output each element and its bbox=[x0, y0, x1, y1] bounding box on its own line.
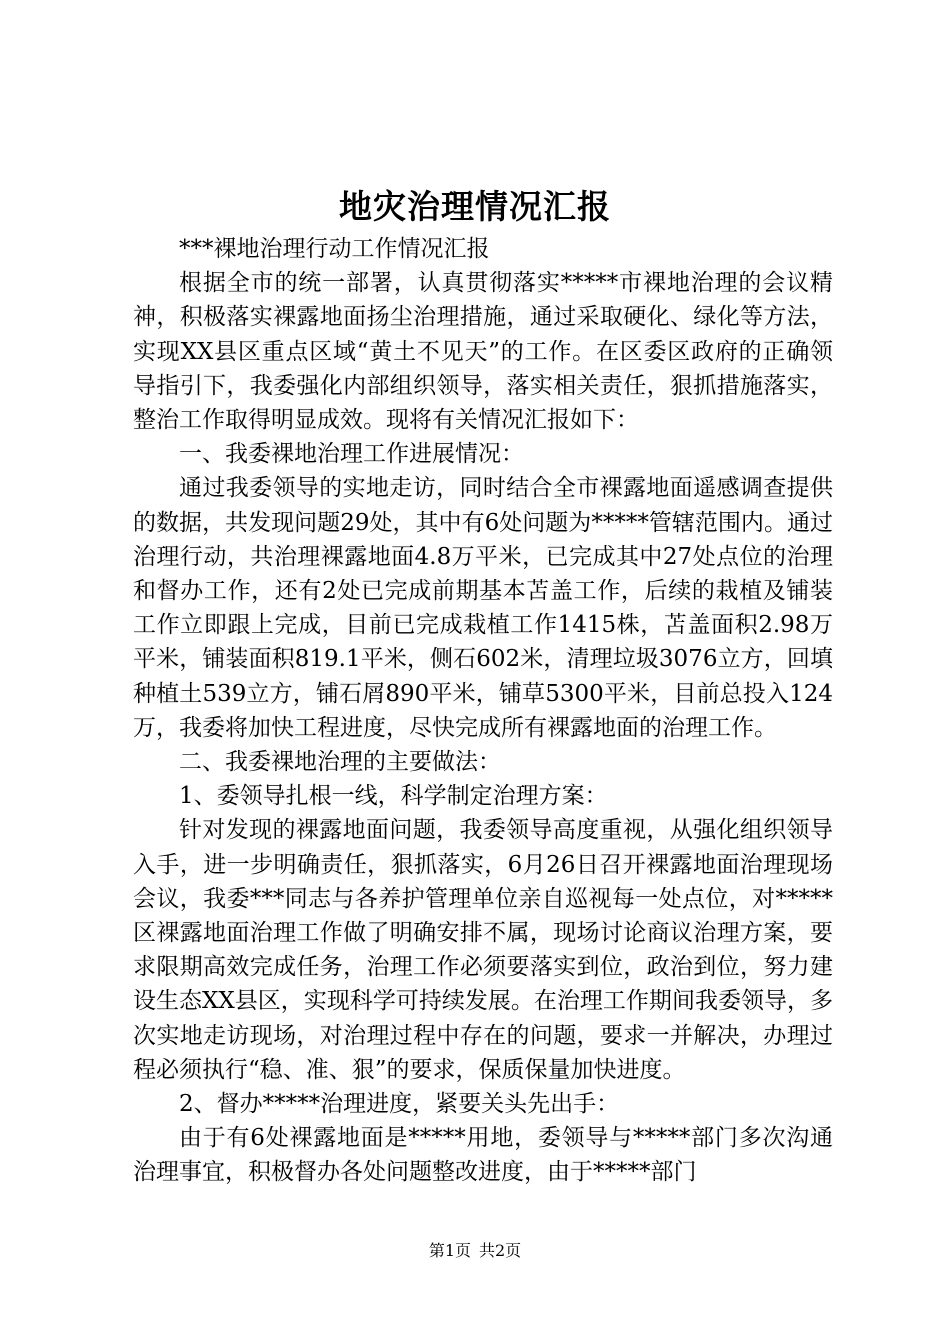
heading-section-2: 二、我委裸地治理的主要做法： bbox=[179, 749, 501, 776]
paragraph-supervision: 由于有6处裸露地面是*****用地，委领导与*****部门多次沟通治理事宜，积极督办各处问题整改进度，由于*****部门 bbox=[133, 1125, 833, 1186]
paragraph-progress: 通过我委领导的实地走访，同时结合全市裸露地面遥感调查提供的数据，共发现问题29处，其中有6处问题为*****管辖范围内。通过治理行动，共治理裸露地面4.8万平米，已完成其中27处点位的治理和督办工作，还有2处已完成前期基本苫盖工作，后续的栽植及铺装工作立即跟上完成，目前已完成栽植工作1415株，苫盖面积2.98万平米，铺装面积819.1平米，侧石602米，清理垃圾3076立方，回填种植土539立方，铺石屑890平米，铺草5300平米，目前总投入124万，我委将加快工程进度，尽快完成所有裸露地面的治理工作。 bbox=[133, 475, 833, 741]
document-body bbox=[133, 232, 833, 1190]
paragraph-intro: 根据全市的统一部署，认真贯彻落实*****市裸地治理的会议精神，积极落实裸露地面扬尘治理措施，通过采取硬化、绿化等方法，实现XX县区重点区域“黄土不见天”的工作。在区委区政府的正确领导指引下，我委强化内部组织领导，落实相关责任，狠抓措施落实，整治工作取得明显成效。现将有关情况汇报如下： bbox=[133, 270, 833, 434]
document-title: 地灾治理情况汇报 bbox=[339, 187, 611, 226]
paragraph-subtitle: ***裸地治理行动工作情况汇报 bbox=[179, 236, 490, 262]
page-footer bbox=[0, 1240, 950, 1262]
paragraph-leadership: 针对发现的裸露地面问题，我委领导高度重视，从强化组织领导入手，进一步明确责任，狠抓落实，6月26日召开裸露地面治理现场会议，我委***同志与各养护管理单位亲自巡视每一处点位，对*****区裸露地面治理工作做了明确安排不属，现场讨论商议治理方案，要求限期高效完成任务，治理工作必须要落实到位，政治到位，努力建设生态XX县区，实现科学可持续发展。在治理工作期间我委领导，多次实地走访现场，对治理过程中存在的问题，要求一并解决，办理过程必须执行“稳、准、狠”的要求，保质保量加快进度。 bbox=[133, 817, 833, 1083]
heading-section-1: 一、我委裸地治理工作进展情况： bbox=[179, 441, 524, 468]
page-number: 第1页 bbox=[428, 1241, 471, 1260]
heading-subsection-1: 1、委领导扎根一线，科学制定治理方案： bbox=[179, 783, 608, 810]
page-total: 共2页 bbox=[479, 1241, 522, 1260]
heading-subsection-2: 2、督办*****治理进度，紧要关头先出手： bbox=[179, 1091, 620, 1118]
